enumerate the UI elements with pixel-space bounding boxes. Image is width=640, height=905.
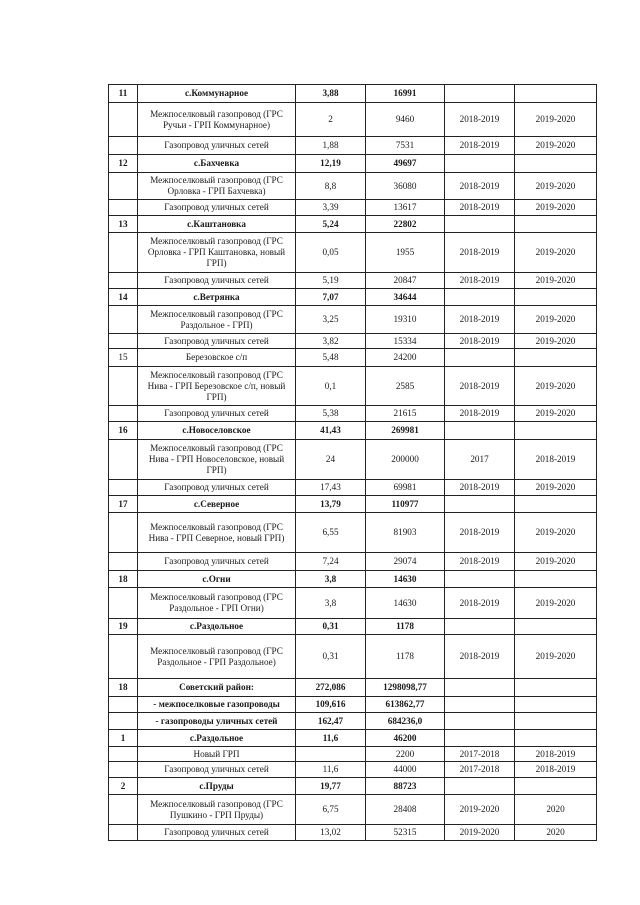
cost-value: 110977: [366, 496, 445, 513]
design-period: 2018-2019: [445, 553, 515, 571]
table-row: [109, 349, 597, 367]
row-number: 18: [109, 571, 138, 588]
cost-value: 1178: [366, 635, 445, 679]
construction-period: 2019-2020: [515, 334, 597, 349]
table-row: [109, 173, 597, 200]
table-row: [109, 306, 597, 334]
object-name: с.Ветрянка: [138, 289, 296, 306]
construction-period: 2019-2020: [515, 273, 597, 289]
row-number: 11: [109, 85, 138, 103]
row-number: 1: [109, 730, 138, 747]
pipeline-length: 19,77: [296, 778, 366, 795]
pipeline-length: 3,25: [296, 306, 366, 334]
cost-value: 16991: [366, 85, 445, 103]
construction-period: 2019-2020: [515, 635, 597, 679]
cost-value: 36080: [366, 173, 445, 200]
pipeline-length: 13,79: [296, 496, 366, 513]
pipeline-length: 272,086: [296, 679, 366, 697]
design-period: [445, 713, 515, 730]
object-name: Газопровод уличных сетей: [138, 200, 296, 216]
design-period: [445, 679, 515, 697]
object-name: Межпоселковый газопровод (ГРС Нива - ГРП Новоселовское, новый ГРП): [138, 440, 296, 480]
cost-value: 20847: [366, 273, 445, 289]
row-number: [109, 273, 138, 289]
table-row: [109, 440, 597, 480]
row-number: [109, 713, 138, 730]
construction-period: [515, 697, 597, 713]
cost-value: 1298098,77: [366, 679, 445, 697]
table-row: [109, 778, 597, 795]
design-period: [445, 619, 515, 635]
object-name: Межпоселковый газопровод (ГРС Орловка - ГРП Бахчевка): [138, 173, 296, 200]
cost-value: 44000: [366, 762, 445, 778]
table-row: [109, 103, 597, 137]
row-number: 18: [109, 679, 138, 697]
row-number: [109, 233, 138, 273]
design-period: [445, 571, 515, 588]
table-row: [109, 422, 597, 440]
cost-value: 34644: [366, 289, 445, 306]
row-number: [109, 513, 138, 553]
table-row: [109, 825, 597, 841]
pipeline-length: 2: [296, 103, 366, 137]
design-period: 2017-2018: [445, 747, 515, 762]
pipeline-length: 162,47: [296, 713, 366, 730]
table-body: [109, 85, 597, 841]
row-number: [109, 635, 138, 679]
row-number: 2: [109, 778, 138, 795]
design-period: [445, 216, 515, 233]
table-row: [109, 762, 597, 778]
object-name: с.Северное: [138, 496, 296, 513]
row-number: [109, 795, 138, 825]
cost-value: 1178: [366, 619, 445, 635]
design-period: 2018-2019: [445, 273, 515, 289]
row-number: [109, 306, 138, 334]
object-name: с.Раздольное: [138, 619, 296, 635]
row-number: 13: [109, 216, 138, 233]
object-name: с.Бахчевка: [138, 155, 296, 173]
design-period: [445, 422, 515, 440]
cost-value: 22802: [366, 216, 445, 233]
construction-period: 2020: [515, 825, 597, 841]
row-number: 15: [109, 349, 138, 367]
construction-period: 2019-2020: [515, 306, 597, 334]
construction-period: 2019-2020: [515, 513, 597, 553]
design-period: [445, 349, 515, 367]
row-number: 14: [109, 289, 138, 306]
design-period: 2018-2019: [445, 406, 515, 422]
construction-period: 2019-2020: [515, 233, 597, 273]
pipeline-length: 0,05: [296, 233, 366, 273]
object-name: Межпоселковый газопровод (ГРС Ручьи - ГРП Коммунарное): [138, 103, 296, 137]
cost-value: 2200: [366, 747, 445, 762]
cost-value: 9460: [366, 103, 445, 137]
pipeline-length: 5,38: [296, 406, 366, 422]
construction-period: [515, 155, 597, 173]
cost-value: 15334: [366, 334, 445, 349]
construction-period: 2019-2020: [515, 588, 597, 619]
object-name: с.Раздольное: [138, 730, 296, 747]
pipeline-length: 13,02: [296, 825, 366, 841]
object-name: Межпоселковый газопровод (ГРС Нива - ГРП Березовское с/п, новый ГРП): [138, 367, 296, 406]
design-period: [445, 778, 515, 795]
cost-value: 21615: [366, 406, 445, 422]
object-name: Березовское с/п: [138, 349, 296, 367]
pipeline-length: 41,43: [296, 422, 366, 440]
table-row: [109, 635, 597, 679]
cost-value: 1955: [366, 233, 445, 273]
design-period: 2018-2019: [445, 200, 515, 216]
construction-period: 2019-2020: [515, 367, 597, 406]
construction-period: [515, 85, 597, 103]
row-number: [109, 747, 138, 762]
cost-value: 14630: [366, 571, 445, 588]
cost-value: 7531: [366, 137, 445, 155]
design-period: [445, 697, 515, 713]
row-number: [109, 173, 138, 200]
table-row: [109, 730, 597, 747]
cost-value: 49697: [366, 155, 445, 173]
cost-value: 269981: [366, 422, 445, 440]
cost-value: 69981: [366, 480, 445, 496]
construction-period: [515, 496, 597, 513]
design-period: 2018-2019: [445, 233, 515, 273]
object-name: Газопровод уличных сетей: [138, 137, 296, 155]
table-row: [109, 496, 597, 513]
object-name: Советский район:: [138, 679, 296, 697]
row-number: 16: [109, 422, 138, 440]
table-row: [109, 334, 597, 349]
cost-value: 14630: [366, 588, 445, 619]
construction-period: 2020: [515, 795, 597, 825]
table-row: [109, 155, 597, 173]
construction-period: [515, 349, 597, 367]
design-period: 2017-2018: [445, 762, 515, 778]
table-row: [109, 200, 597, 216]
construction-period: [515, 422, 597, 440]
pipeline-length: 8,8: [296, 173, 366, 200]
row-number: [109, 406, 138, 422]
table-row: [109, 795, 597, 825]
cost-value: 28408: [366, 795, 445, 825]
object-name: с.Коммунарное: [138, 85, 296, 103]
construction-period: [515, 619, 597, 635]
cost-value: 200000: [366, 440, 445, 480]
design-period: [445, 85, 515, 103]
row-number: [109, 553, 138, 571]
construction-period: 2018-2019: [515, 762, 597, 778]
object-name: - межпоселковые газопроводы: [138, 697, 296, 713]
row-number: 17: [109, 496, 138, 513]
pipeline-length: 11,6: [296, 730, 366, 747]
object-name: с.Каштановка: [138, 216, 296, 233]
pipeline-length: 109,616: [296, 697, 366, 713]
pipeline-length: 0,1: [296, 367, 366, 406]
row-number: [109, 588, 138, 619]
cost-value: 29074: [366, 553, 445, 571]
pipeline-length: 0,31: [296, 635, 366, 679]
object-name: - газопроводы уличных сетей: [138, 713, 296, 730]
pipeline-length: 5,48: [296, 349, 366, 367]
cost-value: 52315: [366, 825, 445, 841]
table-row: [109, 406, 597, 422]
object-name: Межпоселковый газопровод (ГРС Орловка - ГРП Каштановка, новый ГРП): [138, 233, 296, 273]
gas-pipeline-table: [108, 84, 597, 841]
object-name: Газопровод уличных сетей: [138, 480, 296, 496]
table-row: [109, 233, 597, 273]
table-row: [109, 619, 597, 635]
row-number: [109, 103, 138, 137]
table-row: [109, 289, 597, 306]
table-row: [109, 588, 597, 619]
construction-period: [515, 778, 597, 795]
object-name: Газопровод уличных сетей: [138, 825, 296, 841]
construction-period: [515, 730, 597, 747]
construction-period: [515, 289, 597, 306]
table-row: [109, 513, 597, 553]
pipeline-length: 7,24: [296, 553, 366, 571]
construction-period: 2019-2020: [515, 480, 597, 496]
construction-period: 2018-2019: [515, 440, 597, 480]
design-period: 2018-2019: [445, 588, 515, 619]
cost-value: 88723: [366, 778, 445, 795]
pipeline-length: [296, 747, 366, 762]
construction-period: [515, 571, 597, 588]
construction-period: 2018-2019: [515, 747, 597, 762]
design-period: 2019-2020: [445, 825, 515, 841]
object-name: с.Новоселовское: [138, 422, 296, 440]
object-name: с.Пруды: [138, 778, 296, 795]
table-row: [109, 747, 597, 762]
pipeline-length: 1,88: [296, 137, 366, 155]
table-row: [109, 713, 597, 730]
object-name: Межпоселковый газопровод (ГРС Нива - ГРП Северное, новый ГРП): [138, 513, 296, 553]
object-name: Межпоселковый газопровод (ГРС Раздольное - ГРП Огни): [138, 588, 296, 619]
row-number: [109, 697, 138, 713]
table-row: [109, 480, 597, 496]
object-name: Газопровод уличных сетей: [138, 553, 296, 571]
pipeline-length: 5,19: [296, 273, 366, 289]
object-name: Газопровод уличных сетей: [138, 762, 296, 778]
table-row: [109, 216, 597, 233]
design-period: 2018-2019: [445, 367, 515, 406]
cost-value: 46200: [366, 730, 445, 747]
design-period: 2018-2019: [445, 334, 515, 349]
row-number: [109, 334, 138, 349]
pipeline-length: 3,88: [296, 85, 366, 103]
row-number: [109, 200, 138, 216]
construction-period: 2019-2020: [515, 553, 597, 571]
design-period: 2018-2019: [445, 635, 515, 679]
pipeline-length: 0,31: [296, 619, 366, 635]
cost-value: 24200: [366, 349, 445, 367]
table-row: [109, 273, 597, 289]
pipeline-length: 12,19: [296, 155, 366, 173]
design-period: 2018-2019: [445, 513, 515, 553]
cost-value: 19310: [366, 306, 445, 334]
construction-period: 2019-2020: [515, 103, 597, 137]
row-number: [109, 825, 138, 841]
design-period: 2017: [445, 440, 515, 480]
construction-period: 2019-2020: [515, 173, 597, 200]
design-period: 2018-2019: [445, 306, 515, 334]
design-period: [445, 289, 515, 306]
pipeline-length: 3,8: [296, 588, 366, 619]
design-period: [445, 496, 515, 513]
design-period: [445, 730, 515, 747]
pipeline-length: 17,43: [296, 480, 366, 496]
construction-period: [515, 679, 597, 697]
design-period: 2018-2019: [445, 137, 515, 155]
table-row: [109, 697, 597, 713]
construction-period: [515, 713, 597, 730]
object-name: Межпоселковый газопровод (ГРС Пушкино - ГРП Пруды): [138, 795, 296, 825]
design-period: 2018-2019: [445, 173, 515, 200]
design-period: 2018-2019: [445, 480, 515, 496]
row-number: [109, 440, 138, 480]
row-number: 12: [109, 155, 138, 173]
pipeline-length: 6,75: [296, 795, 366, 825]
construction-period: 2019-2020: [515, 137, 597, 155]
table-row: [109, 553, 597, 571]
row-number: [109, 762, 138, 778]
cost-value: 684236,0: [366, 713, 445, 730]
design-period: 2018-2019: [445, 103, 515, 137]
object-name: с.Огни: [138, 571, 296, 588]
pipeline-length: 3,8: [296, 571, 366, 588]
row-number: [109, 480, 138, 496]
object-name: Газопровод уличных сетей: [138, 273, 296, 289]
pipeline-length: 24: [296, 440, 366, 480]
table-row: [109, 137, 597, 155]
pipeline-length: 6,55: [296, 513, 366, 553]
pipeline-length: 11,6: [296, 762, 366, 778]
object-name: Межпоселковый газопровод (ГРС Раздольное - ГРП Раздольное): [138, 635, 296, 679]
construction-period: [515, 216, 597, 233]
pipeline-length: 3,39: [296, 200, 366, 216]
object-name: Межпоселковый газопровод (ГРС Раздольное - ГРП): [138, 306, 296, 334]
table-row: [109, 571, 597, 588]
design-period: [445, 155, 515, 173]
row-number: [109, 367, 138, 406]
object-name: Газопровод уличных сетей: [138, 406, 296, 422]
table-row: [109, 85, 597, 103]
object-name: Газопровод уличных сетей: [138, 334, 296, 349]
table-row: [109, 367, 597, 406]
row-number: [109, 137, 138, 155]
object-name: Новый ГРП: [138, 747, 296, 762]
pipeline-length: 7,07: [296, 289, 366, 306]
pipeline-length: 3,82: [296, 334, 366, 349]
cost-value: 613862,77: [366, 697, 445, 713]
pipeline-length: 5,24: [296, 216, 366, 233]
row-number: 19: [109, 619, 138, 635]
design-period: 2019-2020: [445, 795, 515, 825]
cost-value: 2585: [366, 367, 445, 406]
construction-period: 2019-2020: [515, 406, 597, 422]
construction-period: 2019-2020: [515, 200, 597, 216]
cost-value: 81903: [366, 513, 445, 553]
cost-value: 13617: [366, 200, 445, 216]
table-row: [109, 679, 597, 697]
